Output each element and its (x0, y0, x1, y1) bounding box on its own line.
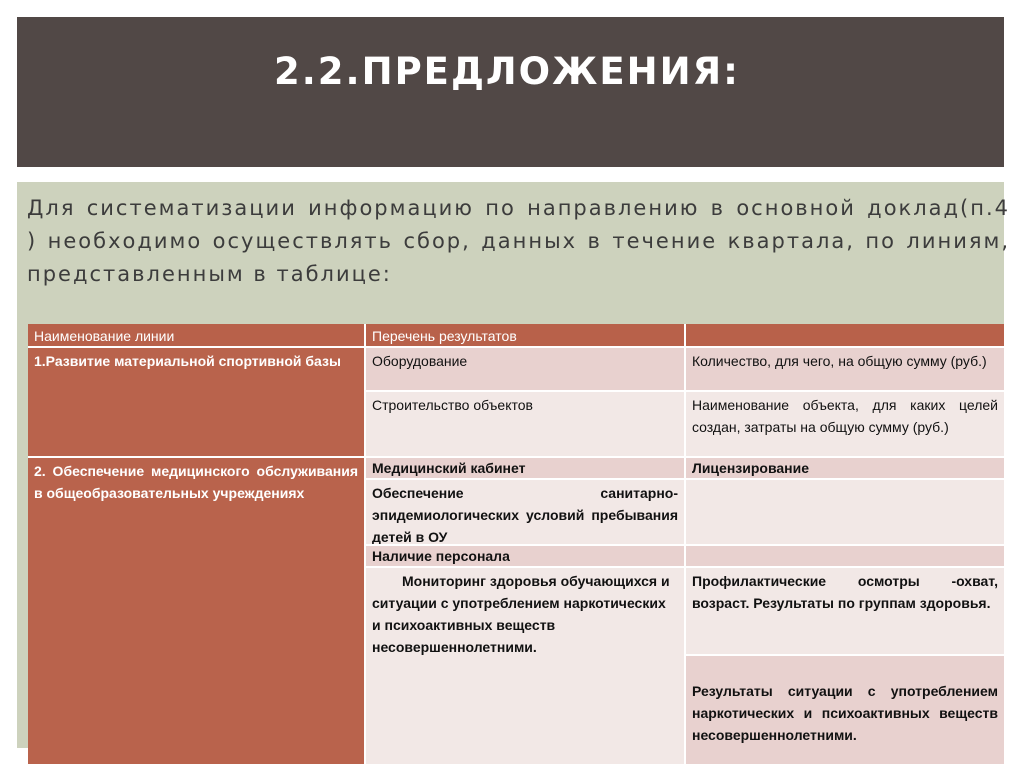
detail-equipment: Количество, для чего, на общую сумму (руб.) (686, 348, 1004, 390)
result-medical-office: Медицинский кабинет (366, 458, 684, 478)
header-results: Перечень результатов (366, 324, 684, 346)
detail-sanitary-empty (686, 480, 1004, 544)
intro-paragraph: Для систематизации информацию по направлению в основной доклад(п.4 ) необходимо осуществлять сбор, данных в течение квартала, по линиям, представленным в таблице: (27, 196, 1010, 286)
result-construction: Строительство объектов (366, 392, 684, 456)
result-equipment: Оборудование (366, 348, 684, 390)
detail-staff-empty (686, 546, 1004, 566)
result-sanitary: Обеспечение санитарно-эпидемиологических условий пребывания детей в ОУ (366, 480, 684, 544)
detail-construction: Наименование объекта, для каких целей создан, затраты на общую сумму (руб.) (686, 392, 1004, 456)
header-empty (686, 324, 1004, 346)
line-1-name: 1.Развитие материальной спортивной базы (28, 348, 364, 456)
detail-medical-exams: Профилактические осмотры -охват, возраст. Результаты по группам здоровья. (686, 568, 1004, 654)
result-health-monitoring: Мониторинг здоровья обучающихся и ситуации с употреблением наркотических и психоактивных веществ несовершеннолетними. (366, 568, 684, 764)
line-2-name: 2. Обеспечение медицинского обслуживания в общеобразовательных учреждениях (28, 458, 364, 764)
detail-licensing: Лицензирование (686, 458, 1004, 478)
detail-drug-situation: Результаты ситуации с употреблением наркотических и психоактивных веществ несовершеннолетними. (686, 656, 1004, 764)
header-line-name: Наименование линии (28, 324, 364, 346)
results-table (28, 324, 1006, 764)
slide-title: 2.2.ПРЕДЛОЖЕНИЯ: (274, 50, 740, 93)
result-staff: Наличие персонала (366, 546, 684, 566)
